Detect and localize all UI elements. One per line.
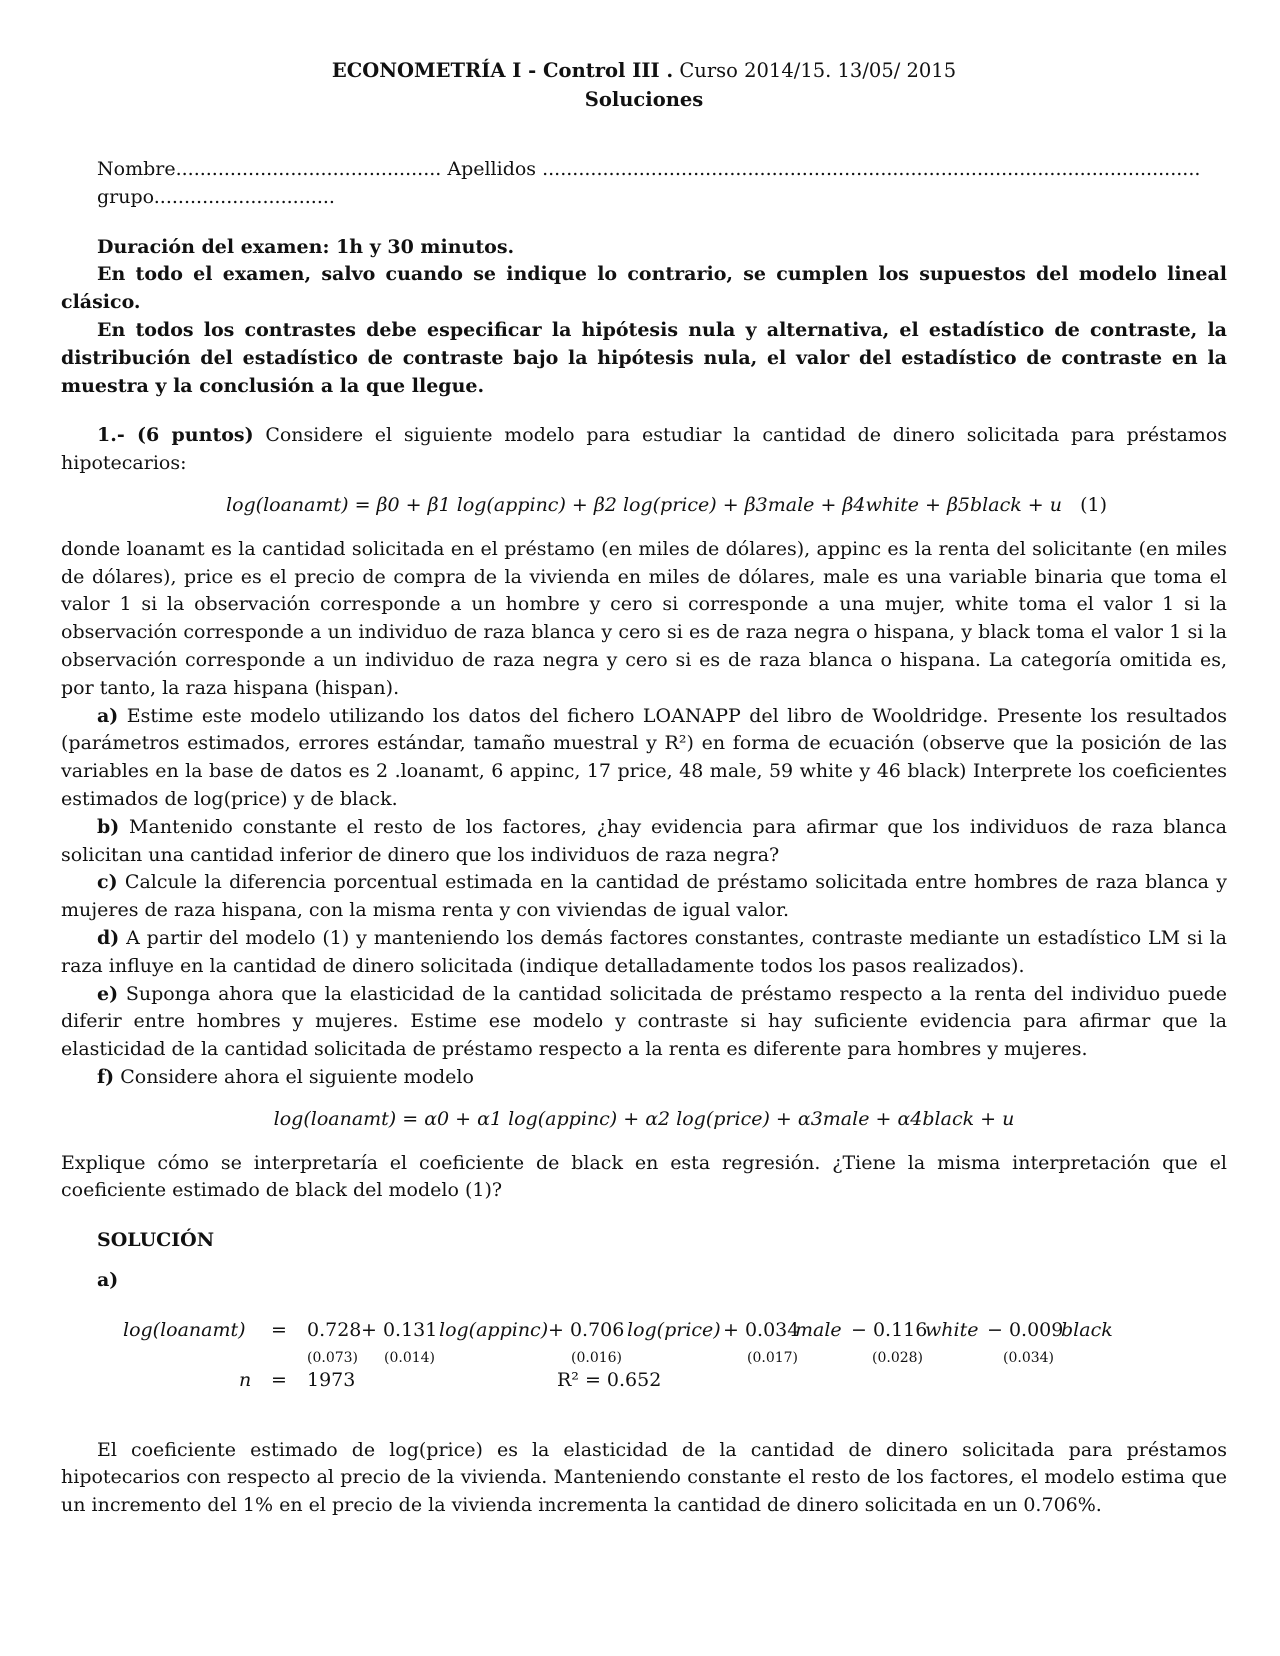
model-equation-f	[61, 1106, 1227, 1134]
solution-interpretation: El coeficiente estimado de log(price) es la elasticidad de la cantidad de dinero solicitada para préstamos hipotecarios con respecto al precio de la vivienda. Manteniendo constante el resto de los factores, el modelo estima que un incremento del 1% en el precio de la vivienda incrementa la cantidad de dinero solicitada en un 0.706%.	[61, 1438, 1227, 1517]
se-price: (0.016)	[571, 1349, 623, 1366]
item-e	[61, 981, 1227, 1064]
item-d-text: A partir del modelo (1) y manteniendo los demás factores constantes, contraste mediante un estadístico LM si la raza influye en la cantidad de dinero solicitada (indique detalladamente todos los pasos realizados).	[61, 926, 1228, 977]
estimated-lhs: log(loanamt)	[123, 1318, 246, 1341]
item-f-followup: Explique cómo se interpretaría el coeficiente de black en esta regresión. ¿Tiene la misma interpretación que el coeficiente estimado de black del modelo (1)?	[61, 1151, 1227, 1202]
coef-white: − 0.116	[851, 1318, 928, 1341]
n-equals: =	[271, 1368, 287, 1391]
se-black: (0.034)	[1003, 1349, 1055, 1366]
var-white: white	[925, 1318, 979, 1341]
assumptions-text: En todo el examen, salvo cuando se indique lo contrario, se cumplen los supuestos del modelo lineal clásico.	[61, 263, 1227, 314]
equation-number: (1)	[1080, 493, 1107, 516]
item-d	[61, 925, 1227, 981]
item-c	[61, 869, 1227, 925]
se-appinc: (0.014)	[384, 1349, 436, 1366]
name-field-line: Nombre............................................ Apellidos .............................................................................................................	[97, 158, 1201, 180]
item-c-label: c)	[97, 871, 118, 894]
equation-f-text: log(loanamt) = α0 + α1 log(appinc) + α2 log(price) + α3male + α4black + u	[273, 1107, 1015, 1130]
equation-1-text: log(loanamt) = β0 + β1 log(appinc) + β2 log(price) + β3male + β4white + β5black + u	[226, 493, 1062, 516]
duration-text: Duración del examen: 1h y 30 minutos.	[97, 235, 515, 258]
se-white: (0.028)	[872, 1349, 924, 1366]
coef-price: + 0.706	[548, 1318, 625, 1341]
document-page	[61, 56, 1227, 1520]
var-price: log(price)	[627, 1318, 721, 1341]
coef-const: 0.728	[307, 1318, 362, 1341]
item-b-text: Mantenido constante el resto de los factores, ¿hay evidencia para afirmar que los individuos de raza blanca solicitan una cantidad inferior de dinero que los individuos de raza negra?	[61, 815, 1227, 866]
item-a-text: Estime este modelo utilizando los datos del fichero LOANAPP del libro de Wooldridge. Presente los resultados (parámetros estimados, errores estándar, tamaño muestral y R²) en forma de ecuación (observe que la posición de las variables en la base de datos es 2 .loanamt, 6 appinc, 17 price, 48 male, 59 white y 46 black) Interprete los coeficientes estimados de log(price) y de black.	[61, 704, 1227, 810]
variable-description: donde loanamt es la cantidad solicitada en el préstamo (en miles de dólares), appinc es la renta del solicitante (en miles de dólares), price es el precio de compra de la vivienda en miles de dólares, male es una variable binaria que toma el valor 1 si la observación corresponde a un hombre y cero si corresponde a una mujer, white toma el valor 1 si la observación corresponde a un individuo de raza blanca y cero si es de raza negra o hispana, y black toma el valor 1 si la observación corresponde a un individuo de raza negra y cero si es de raza blanca o hispana. La categoría omitida es, por tanto, la raza hispana (hispan).	[61, 537, 1227, 699]
item-f	[61, 1064, 1227, 1092]
var-male: male	[795, 1318, 842, 1341]
item-d-label: d)	[97, 926, 120, 949]
model-equation-1	[61, 492, 1227, 520]
exam-subtitle: Soluciones	[584, 88, 704, 111]
item-f-text: Considere ahora el siguiente modelo	[120, 1065, 474, 1088]
estimated-equals: =	[271, 1318, 287, 1341]
question1-intro	[61, 422, 1227, 478]
solution-heading: SOLUCIÓN	[97, 1229, 215, 1252]
title-bold: ECONOMETRÍA I - Control III .	[331, 59, 674, 82]
n-value: 1973	[307, 1368, 356, 1391]
item-e-label: e)	[97, 982, 119, 1005]
item-b	[61, 814, 1227, 870]
title-rest: Curso 2014/15. 13/05/ 2015	[679, 59, 957, 82]
coef-black: − 0.009	[987, 1318, 1064, 1341]
group-field-line: grupo..............................	[97, 185, 335, 208]
estimated-equation	[61, 1309, 1227, 1405]
n-label: n	[239, 1368, 252, 1391]
var-black: black	[1061, 1318, 1113, 1341]
coef-appinc: + 0.131	[361, 1318, 438, 1341]
r-squared: R² = 0.652	[557, 1368, 662, 1391]
item-f-label: f)	[97, 1065, 115, 1088]
item-c-text: Calcule la diferencia porcentual estimada en la cantidad de préstamo solicitada entre hombres de raza blanca y mujeres de raza hispana, con la misma renta y con viviendas de igual valor.	[61, 871, 1227, 922]
item-e-text: Suponga ahora que la elasticidad de la cantidad solicitada de préstamo respecto a la renta del individuo puede diferir entre hombres y mujeres. Estime ese modelo y contraste si hay suficiente evidencia para afirmar que la elasticidad de la cantidad solicitada de préstamo respecto a la renta es diferente para hombres y mujeres.	[61, 982, 1227, 1061]
question1-intro-text: Considere el siguiente modelo para estudiar la cantidad de dinero solicitada para préstamos hipotecarios:	[61, 424, 1227, 475]
solution-part-a-label: a)	[97, 1268, 119, 1291]
se-male: (0.017)	[747, 1349, 799, 1366]
var-appinc: log(appinc)	[439, 1318, 549, 1341]
tests-text: En todos los contrastes debe especificar la hipótesis nula y alternativa, el estadístico de contraste, la distribución del estadístico de contraste bajo la hipótesis nula, el valor del estadístico de contraste en la muestra y la conclusión a la que llegue.	[61, 318, 1227, 397]
se-const: (0.073)	[307, 1349, 359, 1366]
question1-label: 1.- (6 puntos)	[97, 424, 254, 447]
exam-title	[61, 56, 1227, 85]
coef-male: + 0.034	[723, 1318, 800, 1341]
item-a-label: a)	[97, 704, 119, 727]
item-b-label: b)	[97, 815, 120, 838]
item-a	[61, 703, 1227, 814]
